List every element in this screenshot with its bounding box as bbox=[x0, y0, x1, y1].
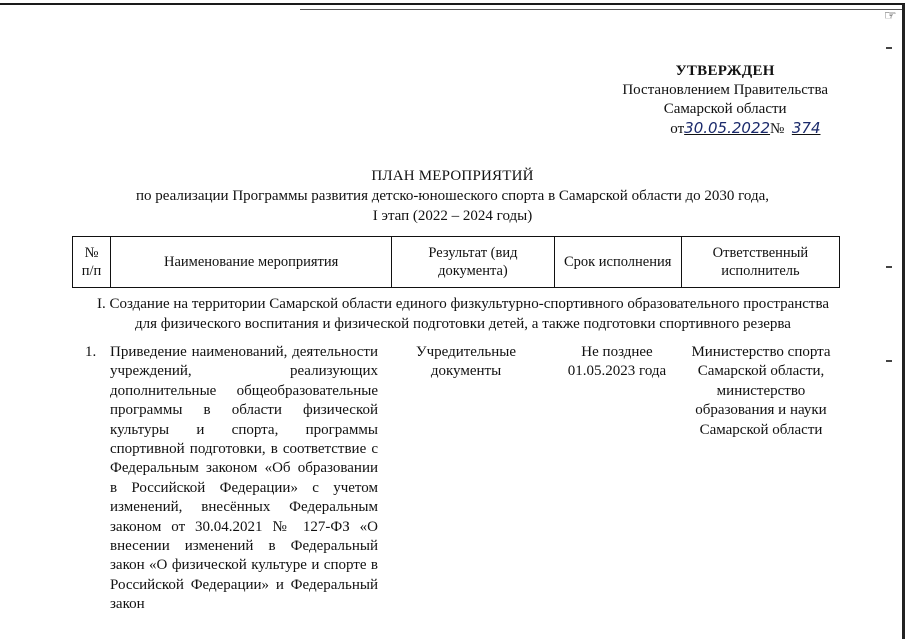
row-executor bbox=[686, 343, 836, 440]
plan-title: ПЛАН МЕРОПРИЯТИЙ bbox=[371, 168, 534, 184]
section-heading bbox=[78, 294, 848, 334]
approval-title: УТВЕРЖДЕН bbox=[675, 63, 775, 79]
header-name: Наименование мероприятия bbox=[110, 237, 391, 288]
corner-mark-icon: ☞ bbox=[884, 9, 897, 24]
scan-border-line bbox=[300, 9, 905, 10]
approval-line-2: Самарской области bbox=[663, 101, 787, 117]
row-term: Не позднее 01.05.2023 года bbox=[567, 344, 667, 380]
header-exec: Ответственный исполнитель bbox=[681, 237, 839, 288]
executor-1: Министерство спорта Самарской области, bbox=[691, 344, 831, 380]
scan-border-top bbox=[0, 3, 905, 5]
approval-number: 374 bbox=[791, 119, 821, 137]
approval-stamp bbox=[622, 62, 828, 139]
plan-stage: I этап (2022 – 2024 годы) bbox=[372, 208, 533, 224]
approval-date-row bbox=[622, 119, 828, 139]
header-result: Результат (вид документа) bbox=[392, 237, 554, 288]
header-term: Срок исполнения bbox=[554, 237, 681, 288]
section-line-1: I. Создание на территории Самарской области единого физкультурно-спортивного образовательного пространства bbox=[96, 296, 830, 312]
date-prefix: от bbox=[670, 121, 685, 137]
executor-2: министерство образования и науки Самарской области bbox=[695, 382, 827, 438]
scan-tick bbox=[886, 266, 892, 268]
scan-tick bbox=[886, 360, 892, 362]
approval-date: 30.05.2022 bbox=[684, 119, 771, 137]
row-result: Учредительные документы bbox=[415, 344, 517, 380]
plan-title-block bbox=[0, 166, 905, 226]
number-prefix: № bbox=[770, 121, 785, 137]
plan-subtitle: по реализации Программы развития детско-юношеского спорта в Самарской области до 2030 года, bbox=[136, 188, 769, 204]
scan-tick bbox=[886, 47, 892, 49]
header-num: № п/п bbox=[73, 237, 111, 288]
approval-line-1: Постановлением Правительства bbox=[622, 82, 828, 98]
section-line-2: для физического воспитания и физической подготовки детей, а также подготовки спортивного резерва bbox=[135, 316, 791, 332]
row-name: Приведение наименований, деятельности учреждений, реализующих дополнительные общеобразовательные программы в области физической культуры и спорта, программы спортивной подготовки, в соответствие с Федеральным законом «Об образовании в Российской Федерации» с учетом изменений, внесённых Федеральным законом от 30.04.2021 № 127-ФЗ «О внесении изменений в Федеральный закон «О физической культуре и спорте в Российской Федерации» и Федеральный закон bbox=[110, 344, 378, 613]
row-number: 1. bbox=[85, 344, 97, 360]
plan-table-header bbox=[72, 236, 840, 288]
